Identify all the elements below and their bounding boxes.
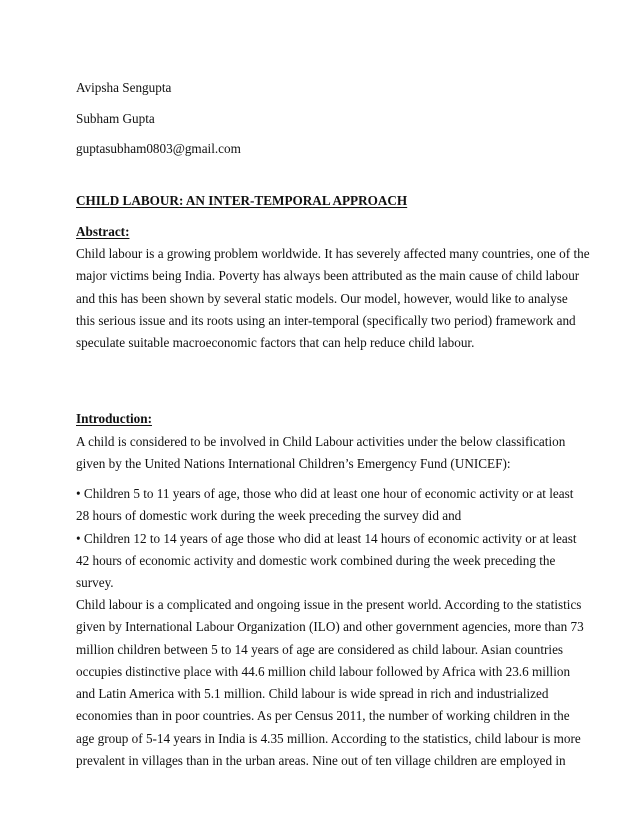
intro-line: A child is considered to be involved in Child Labour activities under the below classification — [76, 434, 566, 449]
intro-line: age group of 5-14 years in India is 4.35 million. According to the statistics, child labour is more — [76, 730, 581, 746]
intro-line: given by the United Nations International Children’s Emergency Fund (UNICEF): — [76, 456, 511, 472]
criteria-line: 28 hours of domestic work during the week preceding the survey did and — [76, 508, 462, 524]
author-name-2: Subham Gupta — [76, 111, 155, 126]
intro-line: million children between 5 to 14 years of age are considered as child labour. Asian countries — [76, 641, 564, 657]
paper-title: CHILD LABOUR: AN INTER-TEMPORAL APPROACH — [76, 193, 408, 208]
intro-paragraph-1 — [76, 431, 566, 476]
unicef-criteria-list — [76, 483, 577, 594]
intro-line: given by International Labour Organization (ILO) and other government agencies, more than 73 — [76, 619, 584, 635]
intro-line: and Latin America with 5.1 million. Child labour is wide spread in rich and industrialized — [76, 686, 549, 702]
intro-line: occupies distinctive place with 44.6 million child labour followed by Africa with 23.6 million — [76, 663, 571, 679]
author-email: guptasubham0803@gmail.com — [76, 141, 241, 156]
criteria-line: • Children 5 to 11 years of age, those who did at least one hour of economic activity or at least — [76, 486, 574, 501]
abstract-line: major victims being India. Poverty has always been attributed as the main cause of child labour — [76, 268, 580, 284]
abstract-line: this serious issue and its roots using an inter-temporal (specifically two period) framework and — [76, 312, 576, 328]
abstract-line: speculate suitable macroeconomic factors that can help reduce child labour. — [76, 335, 475, 351]
criteria-line: 42 hours of economic activity and domestic work combined during the week preceding the — [76, 552, 556, 568]
criteria-line: • Children 12 to 14 years of age those who did at least 14 hours of economic activity or at least — [76, 530, 577, 546]
author-name-1: Avipsha Sengupta — [76, 80, 172, 95]
criteria-line: survey. — [76, 575, 114, 591]
intro-line: Child labour is a complicated and ongoing issue in the present world. According to the statistics — [76, 597, 582, 612]
abstract-line: Child labour is a growing problem worldwide. It has severely affected many countries, one of the — [76, 246, 590, 261]
abstract-heading: Abstract: — [76, 224, 130, 239]
intro-line: prevalent in villages than in the urban areas. Nine out of ten village children are employed in — [76, 753, 566, 769]
intro-line: economies than in poor countries. As per Census 2011, the number of working children in the — [76, 708, 570, 724]
introduction-heading: Introduction: — [76, 411, 152, 426]
intro-paragraph-2 — [76, 594, 584, 772]
abstract-paragraph — [76, 243, 590, 354]
abstract-line: and this has been shown by several static models. Our model, however, would like to analyse — [76, 290, 568, 306]
